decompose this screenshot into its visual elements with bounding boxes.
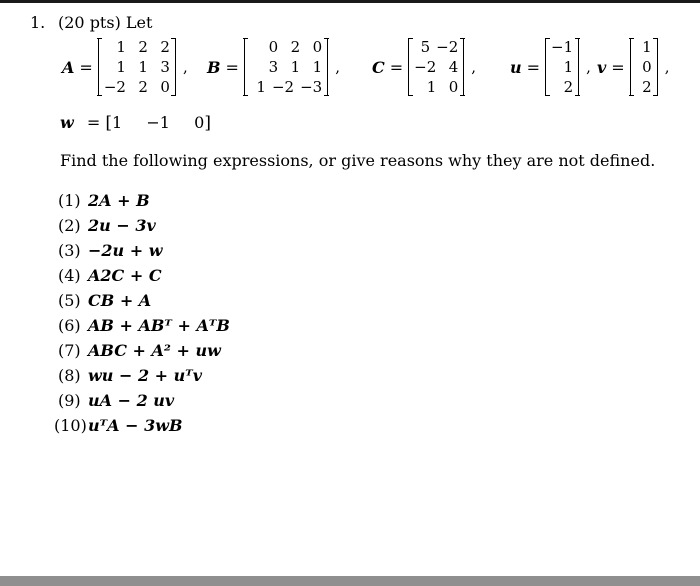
matrix-cell: 1 [256,78,266,96]
matrix-c-equals: = [389,57,404,77]
matrix-cell: 4 [448,58,459,76]
matrix-cell: −2 [436,38,459,56]
item-number: (3) [58,241,81,260]
matrix-cell: 0 [448,78,459,96]
item-expression: wu − 2 + uᵀv [88,366,203,385]
item-number: (10) [54,416,87,435]
matrix-b-body [244,38,328,96]
separator-comma: , [664,58,670,76]
vector-u-body [545,38,579,96]
matrix-cell: −2 [103,78,126,96]
bottom-bar [0,576,700,586]
matrix-cell: 0 [268,38,279,56]
matrix-cell: 1 [312,58,323,76]
item-number: (6) [58,316,81,335]
item-number: (2) [58,216,81,235]
item-expression: CB + A [88,291,152,310]
matrix-a-body [98,38,176,96]
separator-comma: , [586,58,591,76]
matrix-b-equals: = [225,57,239,77]
vector-w [60,113,211,133]
matrix-cell: 1 [563,58,574,76]
item-expression: AB + ABᵀ + AᵀB [88,316,230,335]
matrix-cell: 1 [642,38,652,56]
exercise-list [54,188,230,438]
exercise-item [58,313,230,338]
vector-v-body [630,38,658,96]
vector-entry: −1 [146,113,170,132]
problem-number: 1. [30,13,46,32]
item-expression: ABC + A² + uw [88,341,221,360]
separator-comma: , [335,58,340,76]
matrix-cell: 1 [116,38,126,56]
item-number: (5) [58,291,81,310]
item-number: (8) [58,366,81,385]
matrix-cell: 1 [138,58,148,76]
item-number: (7) [58,341,81,360]
vector-entry: 1 [112,113,123,132]
exercise-item [58,288,230,313]
item-expression: −2u + w [88,241,163,260]
matrix-cell: 2 [160,38,170,56]
matrix-cell: 2 [642,78,652,96]
matrix-b-label: B [207,57,221,77]
exercise-item [58,213,230,238]
matrix-a [62,38,188,96]
separator-comma: , [182,58,188,76]
vector-v-equals: = [611,57,625,77]
item-expression: 2A + B [88,191,150,210]
exercise-item [58,188,230,213]
exercise-item [58,363,230,388]
matrix-cell: −3 [300,78,323,96]
vector-entry: 0 [194,113,205,132]
matrix-c-label: C [372,57,385,77]
matrix-cell: 1 [426,78,437,96]
exercise-item [58,338,230,363]
matrix-cell: 0 [160,78,170,96]
vector-v [597,38,669,96]
problem-header: (20 pts) Let [58,13,153,32]
instruction-text: Find the following expressions, or give reasons why they are not defined. [60,151,656,170]
item-expression: A2C + C [88,266,162,285]
exercise-item [58,263,230,288]
matrix-cell: −2 [271,78,295,96]
item-number: (9) [58,391,81,410]
matrix-cell: 5 [420,38,431,56]
matrix-b [207,38,340,96]
matrix-cell: 2 [290,38,301,56]
left-bracket: [ [105,113,113,133]
matrix-cell: 3 [160,58,170,76]
vector-w-equals: = [86,113,101,132]
vector-w-label: w [60,113,74,132]
matrix-c [372,38,476,96]
exercise-item [58,388,230,413]
vector-u-equals: = [526,57,541,77]
matrix-a-label: A [62,57,75,77]
item-expression: uA − 2 uv [88,391,175,410]
matrix-cell: 3 [268,58,279,76]
matrix-cell: 1 [116,58,126,76]
right-bracket: ] [204,113,211,133]
matrix-a-equals: = [79,57,93,77]
vector-u-label: u [510,57,522,77]
item-expression: uᵀA − 3wB [88,416,183,435]
exercise-item [58,238,230,263]
vector-u [510,38,591,96]
vector-v-label: v [597,57,607,77]
item-expression: 2u − 3v [88,216,156,235]
matrix-cell: 2 [138,38,148,56]
matrix-cell: 2 [563,78,574,96]
matrix-cell: 1 [290,58,301,76]
matrix-cell: 0 [312,38,323,56]
item-number: (1) [58,191,81,210]
separator-comma: , [471,58,477,76]
item-number: (4) [58,266,81,285]
exercise-item [54,413,230,438]
matrix-cell: −2 [414,58,437,76]
matrix-cell: 2 [138,78,148,96]
matrix-cell: 0 [642,58,652,76]
top-rule [0,0,700,3]
matrix-cell: −1 [551,38,574,56]
matrix-c-body [408,38,464,96]
